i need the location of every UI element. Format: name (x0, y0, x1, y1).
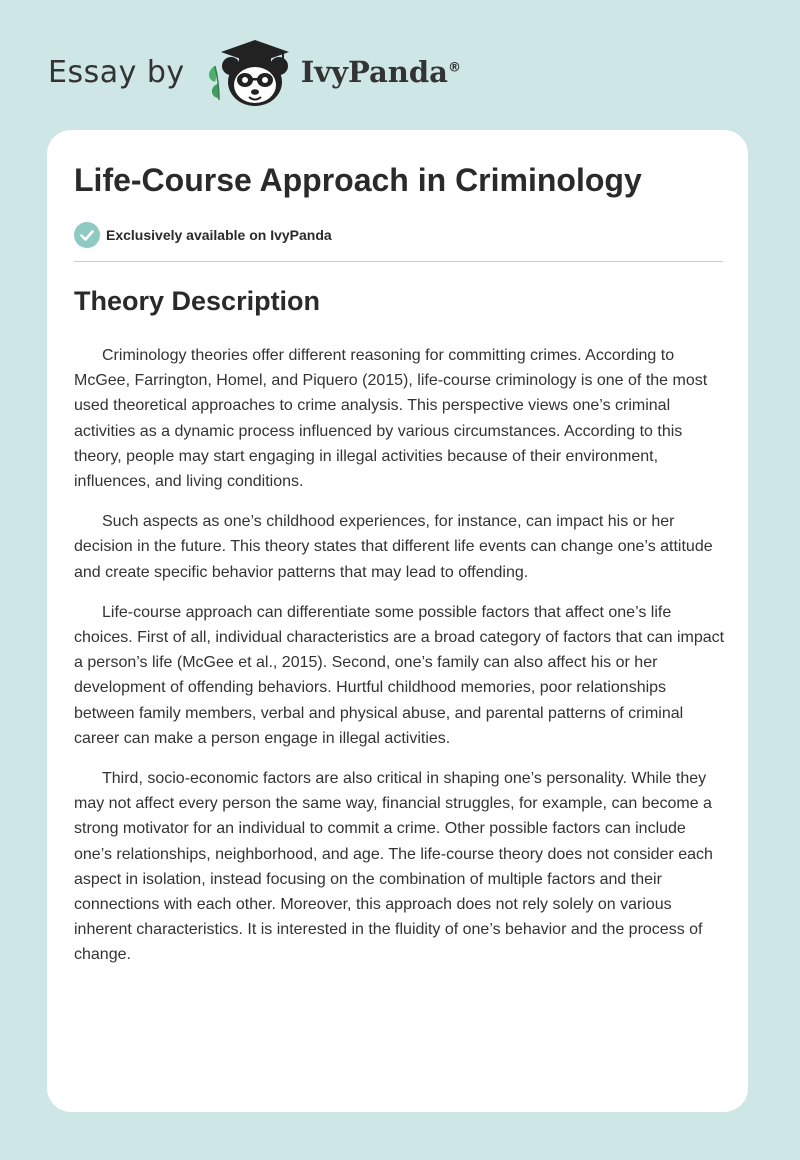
page-title: Life-Course Approach in Criminology (74, 162, 642, 198)
brand-name[interactable] (301, 55, 461, 89)
brand-label: IvyPanda (300, 55, 448, 89)
paragraph: Such aspects as one’s childhood experiences, for instance, can impact his or her decision in the future. This theory states that different life events can change one’s attitude and create specific behavior patterns that may lead to offending. (74, 513, 713, 581)
check-circle-icon (74, 222, 100, 248)
paragraph: Third, socio-economic factors are also critical in shaping one’s personality. While they may not affect every person the same way, financial struggles, for example, can become a strong motivator for an individual to commit a crime. Other possible factors can include one’s relationships, neighborhood, and age. The life-course theory does not consider each aspect in isolation, instead focusing on the combination of multiple factors and their connections with each other. Moreover, this approach does not rely solely on various inherent characteristics. It is interested in the fluidity of one’s behavior and the process of change. (74, 770, 713, 964)
section-heading: Theory Description (74, 286, 321, 316)
site-header (48, 36, 461, 108)
essay-by-label: Essay by (48, 54, 185, 90)
paragraph: Life-course approach can differentiate some possible factors that affect one’s life choices. First of all, individual characteristics are a broad category of factors that can impact a person’s life (McGee et al., 2015). Second, one’s family can also affect his or her development of offending behaviors. Hurtful childhood memories, poor relationships between family members, verbal and physical abuse, and parental patterns of criminal career can make a person engage in illegal activities. (74, 603, 725, 747)
registered-mark: ® (447, 60, 461, 76)
exclusive-badge-label: Exclusively available on IvyPanda (106, 227, 332, 243)
exclusive-badge (74, 222, 332, 248)
ivypanda-logo-icon[interactable] (203, 36, 295, 108)
essay-body (74, 343, 726, 983)
essay-card (47, 130, 748, 1112)
paragraph: Criminology theories offer different reasoning for committing crimes. According to McGee, Farrington, Homel, and Piquero (2015), life-course criminology is one of the most used theoretical approaches to crime analysis. This perspective views one’s criminal activities as a dynamic process influenced by various circumstances. According to this theory, people may start engaging in illegal activities because of their environment, influences, and living conditions. (74, 347, 708, 491)
title-divider (74, 261, 723, 262)
